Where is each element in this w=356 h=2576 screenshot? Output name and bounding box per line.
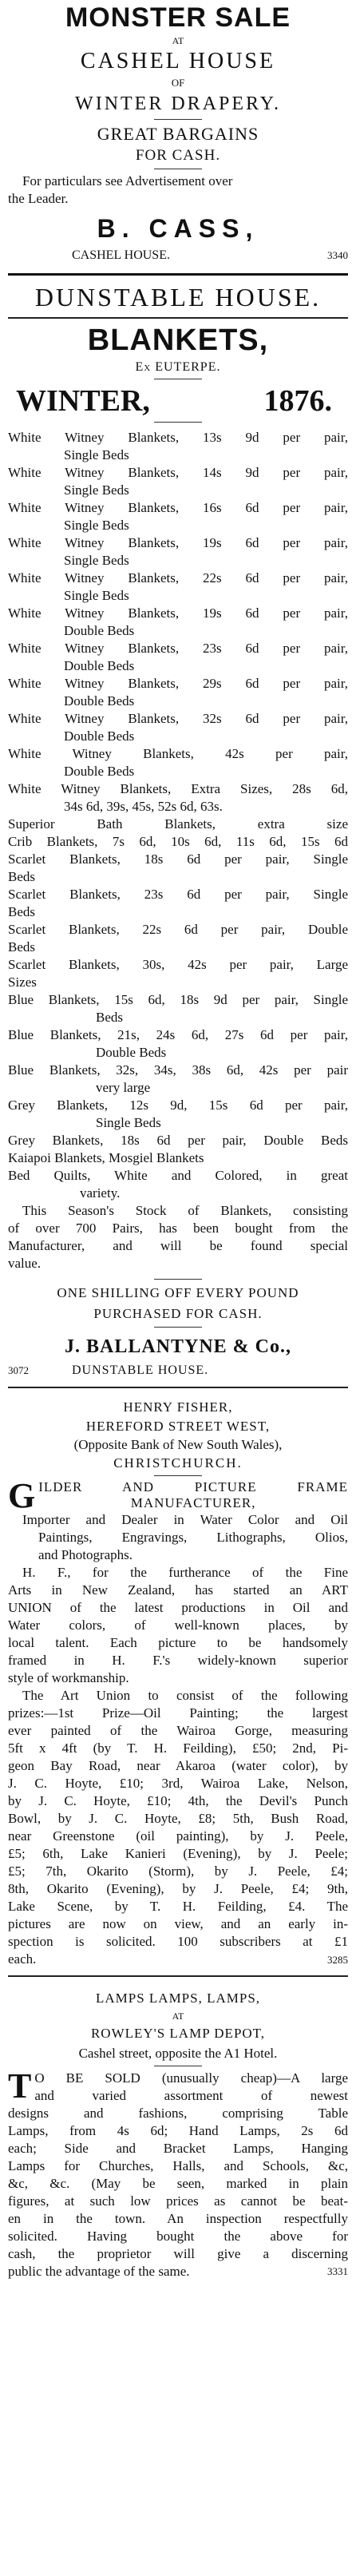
body-line: near Greenstone (oil painting), by J. Peele,	[8, 1828, 348, 1844]
ad-each: each.	[8, 1951, 37, 1967]
list-item-sub: 34s 6d, 39s, 45s, 52s 6d, 63s.	[64, 799, 223, 814]
note-line: value.	[8, 1256, 42, 1271]
ad-dunstable-blankets	[8, 282, 348, 1380]
ad-ex-ship: Ex EUTERPE.	[135, 360, 221, 374]
list-item: Grey Blankets, 18s 6d per pair, Double Beds	[8, 1133, 348, 1148]
body-line: spection is solicited. 100 subscribers at £1	[8, 1934, 348, 1949]
offer-line-2: PURCHASED FOR CASH.	[93, 1306, 263, 1321]
body-line: each; Side and Bracket Lamps, Hanging	[8, 2141, 348, 2156]
list-item: White Witney Blankets, 29s 6d per pair,	[8, 676, 348, 691]
list-item: Grey Blankets, 12s 9d, 15s 6d per pair,	[8, 1097, 348, 1113]
offer-line-1: ONE SHILLING OFF EVERY POUND	[57, 1285, 299, 1300]
ad-ref-number: 3331	[327, 2265, 348, 2277]
body-line: H. F., for the furtherance of the Fine	[22, 1565, 348, 1580]
scarlet-blanket-list	[8, 851, 348, 991]
trade-heading	[8, 1479, 348, 1511]
trade-line-1: ILDER AND PICTURE FRAME	[38, 1479, 348, 1494]
list-item: White Witney Blankets, 13s 9d per pair,	[8, 430, 348, 445]
ad-body-text	[8, 1564, 348, 1951]
ad-title: LAMPS LAMPS, LAMPS,	[95, 1991, 261, 2006]
note-line: of over 700 Pairs, has been bought from the	[8, 1221, 348, 1236]
column-divider	[8, 273, 348, 276]
divider	[154, 1327, 202, 1328]
list-item: Crib Blankets, 7s 6d, 10s 6d, 11s 6d, 15s 6d	[8, 834, 348, 849]
ad-subject: WINTER DRAPERY.	[75, 93, 281, 114]
body-line: geon Bay Road, near Akaroa (water color), by	[8, 1758, 348, 1773]
list-item-sub: Single Beds	[64, 447, 129, 462]
ad-particulars-1: For particulars see Advertisement over	[22, 173, 233, 189]
signer-row	[8, 246, 348, 265]
signer-name: J. BALLANTYNE & Co.,	[64, 1336, 292, 1357]
body-line: by J. C. Hoyte, £10; 4th, the Devil's Punch	[8, 1793, 348, 1808]
list-item-sub: Beds	[8, 904, 35, 919]
list-item: Scarlet Blankets, 23s 6d per pair, Single	[8, 887, 348, 902]
body-line: solicited. Having bought the above for	[8, 2229, 348, 2244]
divider	[154, 119, 202, 120]
witney-blanket-list	[8, 429, 348, 816]
season-row	[8, 383, 348, 419]
list-item: Blue Blankets, 21s, 24s 6d, 27s 6d per pair,	[8, 1027, 348, 1042]
body-line: public the advantage of the same.	[8, 2264, 190, 2279]
list-item: Superior Bath Blankets, extra size	[8, 816, 348, 832]
list-item: Bed Quilts, White and Colored, in great	[8, 1168, 348, 1183]
body-line: style of workmanship.	[8, 1670, 129, 1685]
trade-line-2: MANUFACTURER,	[130, 1495, 256, 1510]
store-name: CASHEL HOUSE	[80, 49, 276, 73]
list-item-sub: Beds	[96, 1010, 123, 1025]
lamps-body-lines	[8, 2070, 348, 2280]
body-line: cash, the proprietor will give a discerning	[8, 2246, 348, 2261]
body-line: en in the town. An inspection respectfully	[8, 2211, 348, 2226]
ad-henry-fisher	[8, 1393, 348, 1969]
grey-blanket-list	[8, 1097, 348, 1149]
body-line: Lake Scene, by T. H. Feilding, £4. The	[8, 1899, 348, 1914]
list-item-sub: Double Beds	[64, 623, 135, 638]
signer-name: B. CASS,	[97, 214, 259, 243]
body-line: Water colors, of well-known places, by	[8, 1617, 348, 1633]
divider	[154, 422, 202, 423]
advertiser-street: HEREFORD STREET WEST,	[85, 1419, 271, 1434]
list-item-sub: Double Beds	[64, 658, 135, 673]
note-line: Manufacturer, and will be found special	[8, 1238, 348, 1253]
season-year: 1876.	[263, 384, 332, 418]
signer-place: CASHEL HOUSE.	[72, 248, 170, 262]
list-item-sub: Single Beds	[64, 482, 129, 498]
body-line: local talent. Each picture to be handsomely	[8, 1635, 348, 1650]
list-item: White Witney Blankets, 19s 6d per pair,	[8, 605, 348, 621]
body-line: Lamps for Churches, Halls, and Schools, &c,	[8, 2158, 348, 2173]
list-item: White Witney Blankets, 22s 6d per pair,	[8, 570, 348, 585]
signer-row	[8, 1361, 348, 1380]
list-item: Scarlet Blankets, 30s, 42s per pair, Large	[8, 957, 348, 972]
body-line: and varied assortment of newest	[34, 2088, 348, 2103]
divider	[8, 317, 348, 319]
list-item: White Witney Blankets, 16s 6d per pair,	[8, 500, 348, 515]
column-divider	[8, 1975, 348, 1977]
blue-blanket-list	[8, 991, 348, 1097]
advertiser-name: HENRY FISHER,	[123, 1399, 233, 1415]
list-item-sub: Double Beds	[64, 728, 135, 744]
list-item-sub: Sizes	[8, 974, 37, 990]
ad-ref-number: 3340	[327, 249, 348, 261]
list-item: White Witney Blankets, 42s per pair,	[8, 746, 348, 761]
body-line: ever painted of the Wairoa Gorge, measuring	[8, 1723, 348, 1738]
body-line: pictures are now on view, and an early in-	[8, 1916, 348, 1931]
ad-footer-row	[8, 1951, 348, 1969]
body-line: UNION of the latest productions in Oil and	[8, 1600, 348, 1615]
body-line: £5; 6th, Lake Kanieri (Evening), by J. Peele;	[8, 1846, 348, 1861]
drop-cap: T	[8, 2070, 32, 2106]
list-item: Scarlet Blankets, 18s 6d per pair, Single	[8, 851, 348, 867]
importer-line: Importer and Dealer in Water Color and Oil	[22, 1512, 348, 1527]
list-item: Blue Blankets, 32s, 34s, 38s 6d, 42s per pair	[8, 1062, 348, 1078]
body-line: Arts in New Zealand, has started an ART	[8, 1582, 348, 1598]
list-item-sub: Double Beds	[96, 1045, 167, 1060]
column-divider	[8, 1387, 348, 1388]
body-line: designs and fashions, comprising Table	[8, 2106, 348, 2121]
list-item: Kaiapoi Blankets, Mosgiel Blankets	[8, 1150, 204, 1165]
list-item-sub: Double Beds	[64, 764, 135, 779]
importer-line: Paintings, Engravings, Lithographs, Olios,	[38, 1530, 348, 1545]
advertiser-opposite: (Opposite Bank of New South Wales),	[73, 1437, 283, 1452]
list-item-sub: Beds	[8, 869, 35, 884]
body-line: 8th, Okarito (Evening), by J. Peele, £4; 9th,	[8, 1881, 348, 1896]
ad-rowleys-lamps	[8, 1982, 348, 2280]
list-item-sub: Single Beds	[64, 518, 129, 533]
list-item-sub: Single Beds	[64, 553, 129, 568]
list-item-sub: Beds	[8, 939, 35, 955]
body-line: £5; 7th, Okarito (Storm), by J. Peele, £4;	[8, 1864, 348, 1879]
body-line: &c, &c. (May be seen, marked in plain	[8, 2176, 348, 2191]
ad-particulars-2: the Leader.	[8, 191, 69, 206]
store-address: Cashel street, opposite the A1 Hotel.	[78, 2046, 278, 2061]
ad-at: AT	[172, 35, 184, 46]
list-item-sub: Single Beds	[64, 588, 129, 603]
advertiser-city: CHRISTCHURCH.	[113, 1455, 243, 1471]
body-line: framed in H. F.'s widely-known superior	[8, 1653, 348, 1668]
body-line: J. C. Hoyte, £10; 3rd, Wairoa Lake, Nelson,	[8, 1776, 348, 1791]
list-item: White Witney Blankets, 23s 6d per pair,	[8, 641, 348, 656]
ad-title: MONSTER SALE	[65, 2, 291, 33]
note-line: This Season's Stock of Blankets, consisting	[22, 1203, 348, 1218]
list-item: White Witney Blankets, 32s 6d per pair,	[8, 711, 348, 726]
season-label: WINTER,	[16, 384, 150, 418]
store-name: ROWLEY'S LAMP DEPOT,	[90, 2026, 266, 2041]
body-line: Lamps, from 4s 6d; Hand Lamps, 2s 6d	[8, 2123, 348, 2138]
importer-line: and Photographs.	[38, 1547, 133, 1562]
list-item: White Witney Blankets, Extra Sizes, 28s 6d,	[8, 781, 348, 796]
ad-for-cash: FOR CASH.	[135, 147, 221, 164]
divider	[154, 1279, 202, 1280]
ad-heading: BLANKETS,	[87, 323, 269, 357]
body-line: Bowl, by J. C. Hoyte, £8; 5th, Bush Road,	[8, 1811, 348, 1826]
drop-cap: G	[8, 1479, 36, 1511]
body-line: The Art Union to consist of the following	[22, 1688, 348, 1703]
ad-ref-number: 3072	[8, 1364, 29, 1376]
list-item: White Witney Blankets, 14s 9d per pair,	[8, 465, 348, 480]
list-item: Blue Blankets, 15s 6d, 18s 9d per pair, Single	[8, 992, 348, 1007]
ad-body-text	[8, 2070, 348, 2280]
ad-ref-number: 3285	[327, 1954, 348, 1966]
ad-monster-sale	[8, 2, 348, 265]
ad-bargains: GREAT BARGAINS	[97, 124, 259, 144]
body-line: 5ft x 4ft (by T. H. Feilding), £50; 2nd, Pi-	[8, 1740, 348, 1756]
list-item-sub: very large	[96, 1080, 151, 1095]
list-item-sub: Single Beds	[96, 1115, 161, 1130]
ad-at: AT	[172, 2010, 184, 2022]
list-item: White Witney Blankets, 19s 6d per pair,	[8, 535, 348, 550]
list-item-sub: variety.	[80, 1185, 121, 1201]
list-item-sub: Double Beds	[64, 693, 135, 708]
body-line: prizes:—1st Prize—Oil Painting; the largest	[8, 1705, 348, 1721]
body-line: O BE SOLD (unusually cheap)—A large	[34, 2070, 348, 2086]
divider	[154, 1475, 202, 1476]
list-item: Scarlet Blankets, 22s 6d per pair, Double	[8, 922, 348, 937]
ad-of: OF	[171, 77, 185, 89]
body-line: figures, at such low prices as cannot be beat-	[8, 2193, 348, 2209]
signer-place: DUNSTABLE HOUSE.	[72, 1363, 209, 1377]
store-name: DUNSTABLE HOUSE.	[34, 283, 322, 312]
